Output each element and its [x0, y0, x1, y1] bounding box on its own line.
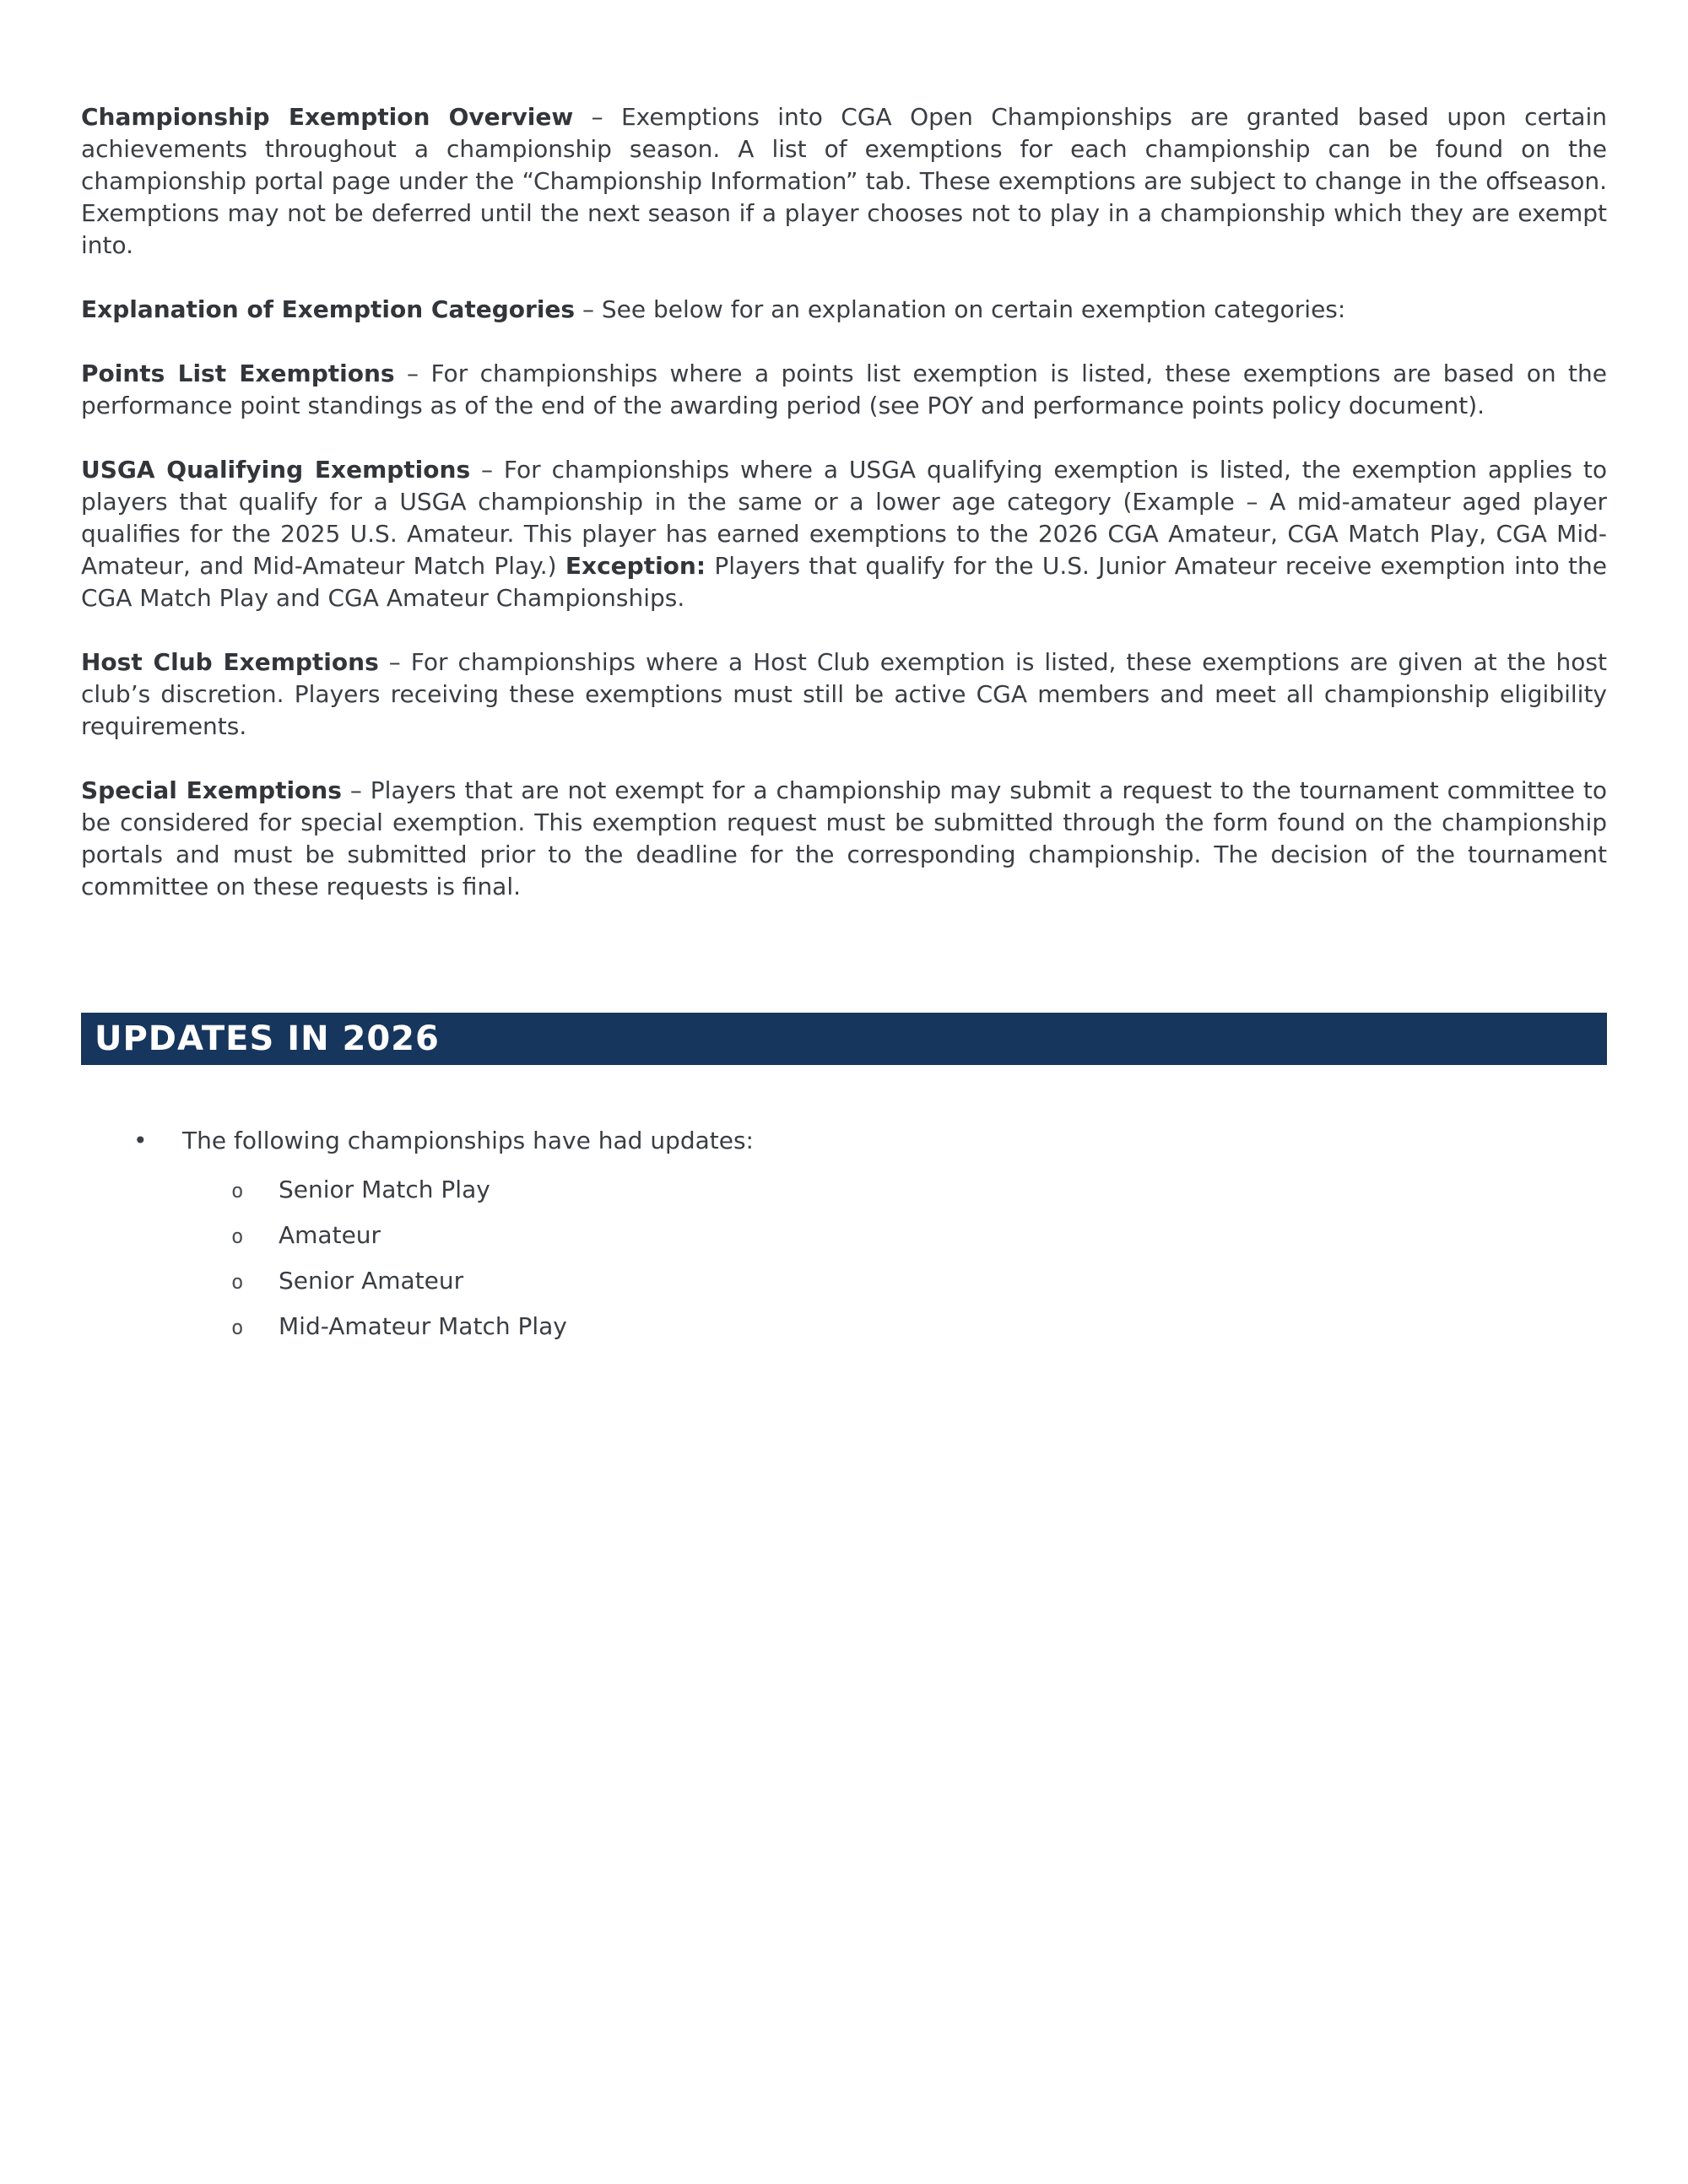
paragraph-body: For championships where a Host Club exemption is listed, these exemptions are given at the host club’s discretion. Players receiving these exemptions must still be active CGA members and meet all championship eligibility requirements.	[81, 648, 1607, 740]
paragraph-body: See below for an explanation on certain exemption categories:	[601, 295, 1346, 323]
paragraph-body: Players that are not exempt for a championship may submit a request to the tournament committee to be considered for special exemption. This exemption request must be submitted through the form found on the championship portals and must be submitted prior to the deadline for the corresponding championship. The decision of the tournament committee on these requests is final.	[81, 776, 1607, 900]
sub-bullet-icon: o	[231, 1316, 244, 1339]
list-item-senior-match-play	[81, 1171, 1607, 1208]
paragraph-usga-qualifying-exemptions	[81, 454, 1607, 614]
paragraph-lead: Special Exemptions	[81, 776, 342, 804]
paragraph-special-exemptions	[81, 775, 1607, 903]
list-item-text: The following championships have had updates:	[182, 1127, 754, 1154]
paragraph-points-list-exemptions	[81, 358, 1607, 422]
list-item-amateur	[81, 1217, 1607, 1254]
paragraph-separator: –	[378, 648, 411, 676]
sub-bullet-icon: o	[231, 1270, 244, 1294]
paragraph-explanation-of-exemption-categories	[81, 294, 1607, 326]
list-item-text: Mid-Amateur Match Play	[279, 1312, 567, 1340]
paragraph-lead: Explanation of Exemption Categories	[81, 295, 576, 323]
updates-list	[81, 1122, 1607, 1345]
list-item-text: Senior Amateur	[279, 1267, 464, 1295]
paragraph-body: For championships where a points list exemption is listed, these exemptions are based on the performance point standings as of the end of the awarding period (see POY and performance points policy document).	[81, 359, 1607, 419]
list-item-mid-amateur-match-play	[81, 1308, 1607, 1345]
paragraph-lead: USGA Qualifying Exemptions	[81, 456, 471, 484]
paragraph-body: For championships where a USGA qualifying exemption is listed, the exemption applies to players that qualify for a USGA championship in the same or a lower age category (Example – A mid-amateur aged player qualifies for the 2025 U.S. Amateur. This player has earned exemptions to the 2026 CGA Amateur, CGA Match Play, CGA Mid-Amateur, and Mid-Amateur Match Play.)	[81, 456, 1607, 580]
paragraph-separator: –	[341, 776, 371, 804]
paragraph-championship-exemption-overview	[81, 101, 1607, 262]
exception-body: Players that qualify for the U.S. Junior Amateur receive exemption into the CGA Match Play and CGA Amateur Championships.	[81, 552, 1607, 612]
section-header-updates-in-2026	[81, 1013, 1607, 1065]
paragraph-separator: –	[470, 456, 504, 484]
paragraph-separator: –	[394, 359, 431, 387]
bullet-icon: •	[133, 1127, 148, 1154]
paragraph-host-club-exemptions	[81, 646, 1607, 743]
sub-bullet-icon: o	[231, 1179, 244, 1203]
exception-label: Exception:	[565, 552, 706, 580]
list-item-text: Amateur	[279, 1221, 381, 1249]
paragraph-lead: Championship Exemption Overview	[81, 103, 574, 131]
paragraph-separator: –	[575, 295, 602, 323]
paragraph-lead: Points List Exemptions	[81, 359, 395, 387]
section-header-label: UPDATES IN 2026	[95, 1019, 440, 1058]
list-item-intro	[81, 1122, 1607, 1160]
list-item-senior-amateur	[81, 1262, 1607, 1300]
sub-bullet-icon: o	[231, 1224, 244, 1248]
paragraph-separator: –	[573, 103, 621, 131]
list-item-text: Senior Match Play	[279, 1176, 490, 1203]
paragraph-lead: Host Club Exemptions	[81, 648, 379, 676]
paragraph-body: Exemptions into CGA Open Championships are granted based upon certain achievements throughout a championship season. A list of exemptions for each championship can be found on the championship portal page under the “Championship Information” tab. These exemptions are subject to change in the offseason. Exemptions may not be deferred until the next season if a player chooses not to play in a championship which they are exempt into.	[81, 103, 1607, 259]
